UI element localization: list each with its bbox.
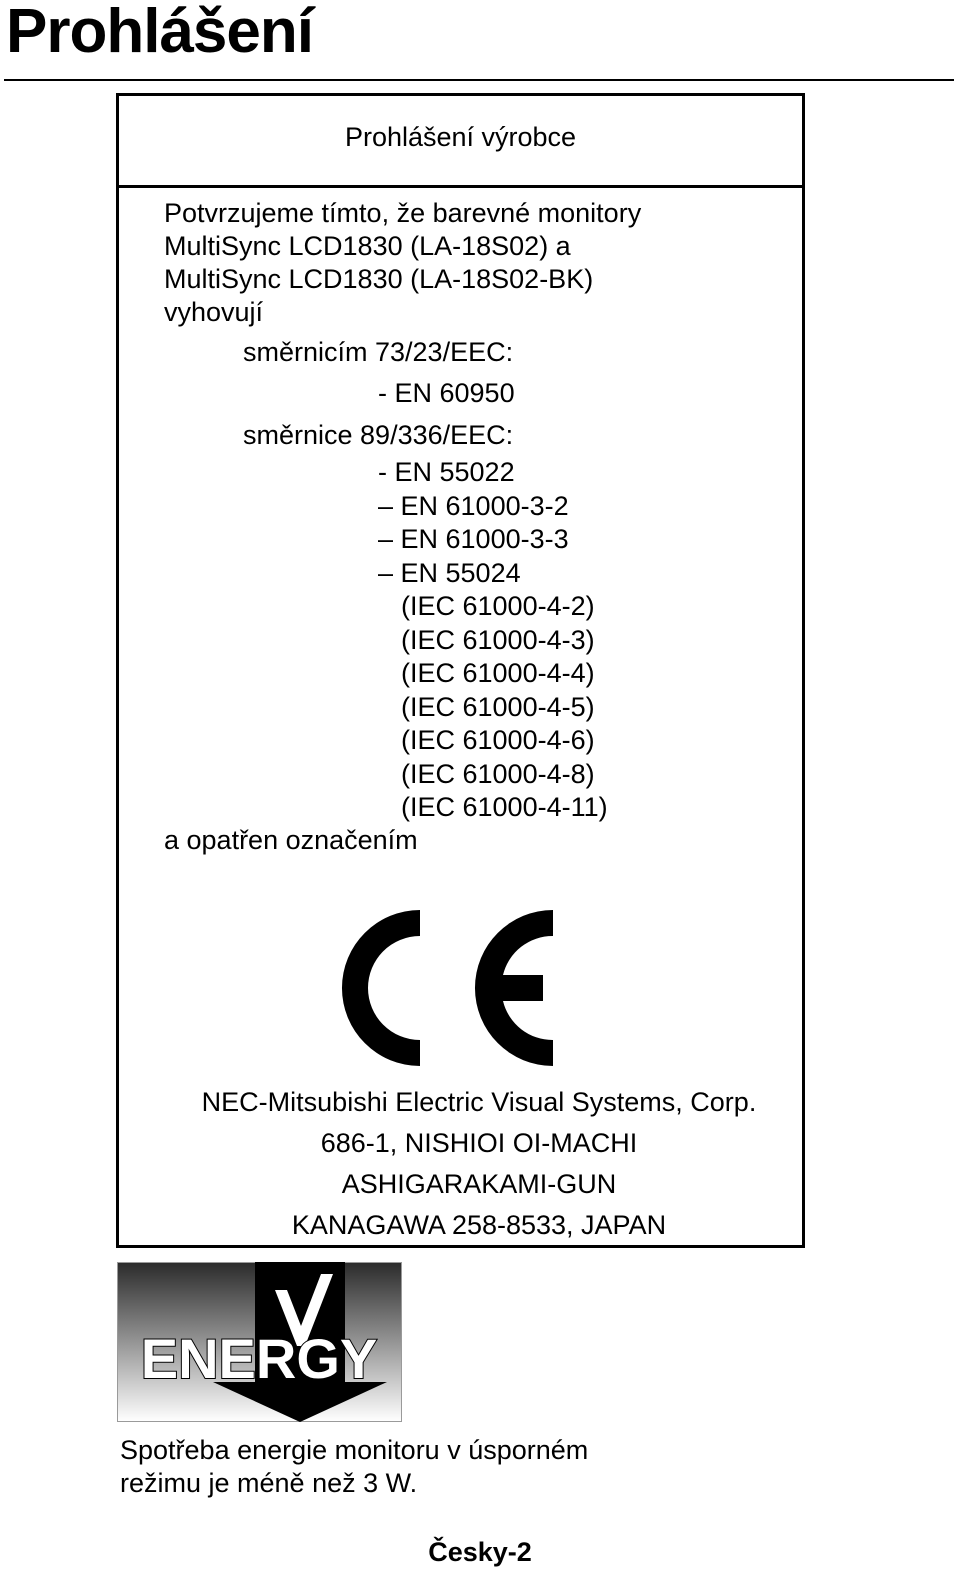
manufacturer-address-line: 686-1, NISHIOI OI-MACHI [320,1128,638,1158]
title-divider [4,79,954,81]
iec-item: (IEC 61000-4-3) [401,625,595,655]
standard-item: – EN 61000-3-2 [378,491,569,521]
standard-item: - EN 55022 [378,457,515,487]
manufacturer-address-line: NEC-Mitsubishi Electric Visual Systems, Corp. [201,1087,757,1117]
energy-logo-text: ENERGY [140,1327,378,1390]
directive-emc: směrnice 89/336/EEC: [243,420,514,450]
iec-item: (IEC 61000-4-4) [401,658,595,688]
declaration-header-title: Prohlášení výrobce [344,122,577,152]
declaration-header [119,96,802,188]
energy-footnote-line: Spotřeba energie monitoru v úsporném [120,1435,589,1465]
standard-item: – EN 61000-3-3 [378,524,569,554]
ce-mark-logo [333,908,553,1068]
marking-text: a opatřen označením [164,825,418,855]
intro-line: MultiSync LCD1830 (LA-18S02) a [164,231,571,261]
iec-item: (IEC 61000-4-11) [401,792,608,822]
standard-item: - EN 60950 [378,378,515,408]
manufacturer-address-line: KANAGAWA 258-8533, JAPAN [291,1210,667,1240]
declaration-box [116,93,805,1248]
intro-line: MultiSync LCD1830 (LA-18S02-BK) [164,264,594,294]
iec-item: (IEC 61000-4-2) [401,591,595,621]
standard-item: – EN 55024 [378,558,521,588]
energy-star-logo [117,1262,402,1422]
energy-footnote-line: režimu je méně než 3 W. [120,1468,418,1498]
iec-item: (IEC 61000-4-5) [401,692,595,722]
iec-item: (IEC 61000-4-8) [401,759,595,789]
directive-lv: směrnicím 73/23/EEC: [243,337,514,367]
manufacturer-address-line: ASHIGARAKAMI-GUN [341,1169,617,1199]
page-title: Prohlášení [6,0,313,66]
page-number: Česky-2 [428,1537,532,1567]
intro-line: Potvrzujeme tímto, že barevné monitory [164,198,642,228]
iec-item: (IEC 61000-4-6) [401,725,595,755]
intro-line: vyhovují [164,297,264,327]
